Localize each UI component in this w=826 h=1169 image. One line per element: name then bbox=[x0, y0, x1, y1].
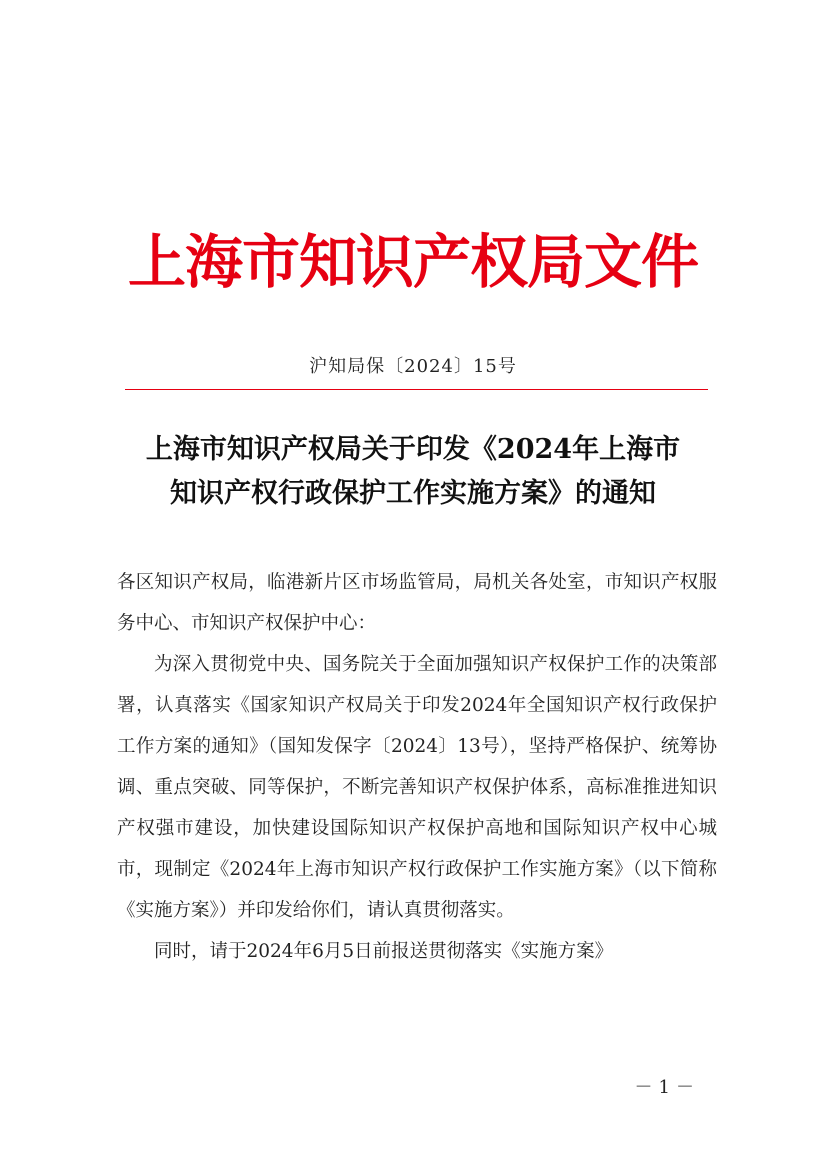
title-line-2: 知识产权行政保护工作实施方案》的通知 bbox=[170, 478, 656, 509]
addressee-paragraph: 各区知识产权局，临港新片区市场监管局，局机关各处室，市知识产权服务中心、市知识产权保护中心： bbox=[117, 572, 717, 634]
body-paragraph: 同时，请于2024年6月5日前报送贯彻落实《实施方案》 bbox=[154, 941, 614, 962]
masthead-title: 上海市知识产权局文件 bbox=[127, 228, 698, 296]
title-line-1: 上海市知识产权局关于印发《2024年上海市 bbox=[145, 434, 681, 465]
red-divider-line bbox=[125, 389, 708, 390]
document-title bbox=[100, 428, 726, 516]
body-paragraph: 为深入贯彻党中央、国务院关于全面加强知识产权保护工作的决策部署，认真落实《国家知识产权局关于印发2024年全国知识产权行政保护工作方案的通知》（国知发保字〔2024〕13号），坚持严格保护、统筹协调、重点突破、同等保护，不断完善知识产权保护体系，高标准推进知识产权强市建设，加快建设国际知识产权保护高地和国际知识产权中心城市，现制定《2024年上海市知识产权行政保护工作实施方案》（以下简称《实施方案》）并印发给你们，请认真贯彻落实。 bbox=[117, 654, 717, 921]
document-body bbox=[117, 562, 717, 972]
page-number: －1－ bbox=[634, 1077, 700, 1098]
document-number: 沪知局保〔2024〕15号 bbox=[309, 356, 517, 377]
